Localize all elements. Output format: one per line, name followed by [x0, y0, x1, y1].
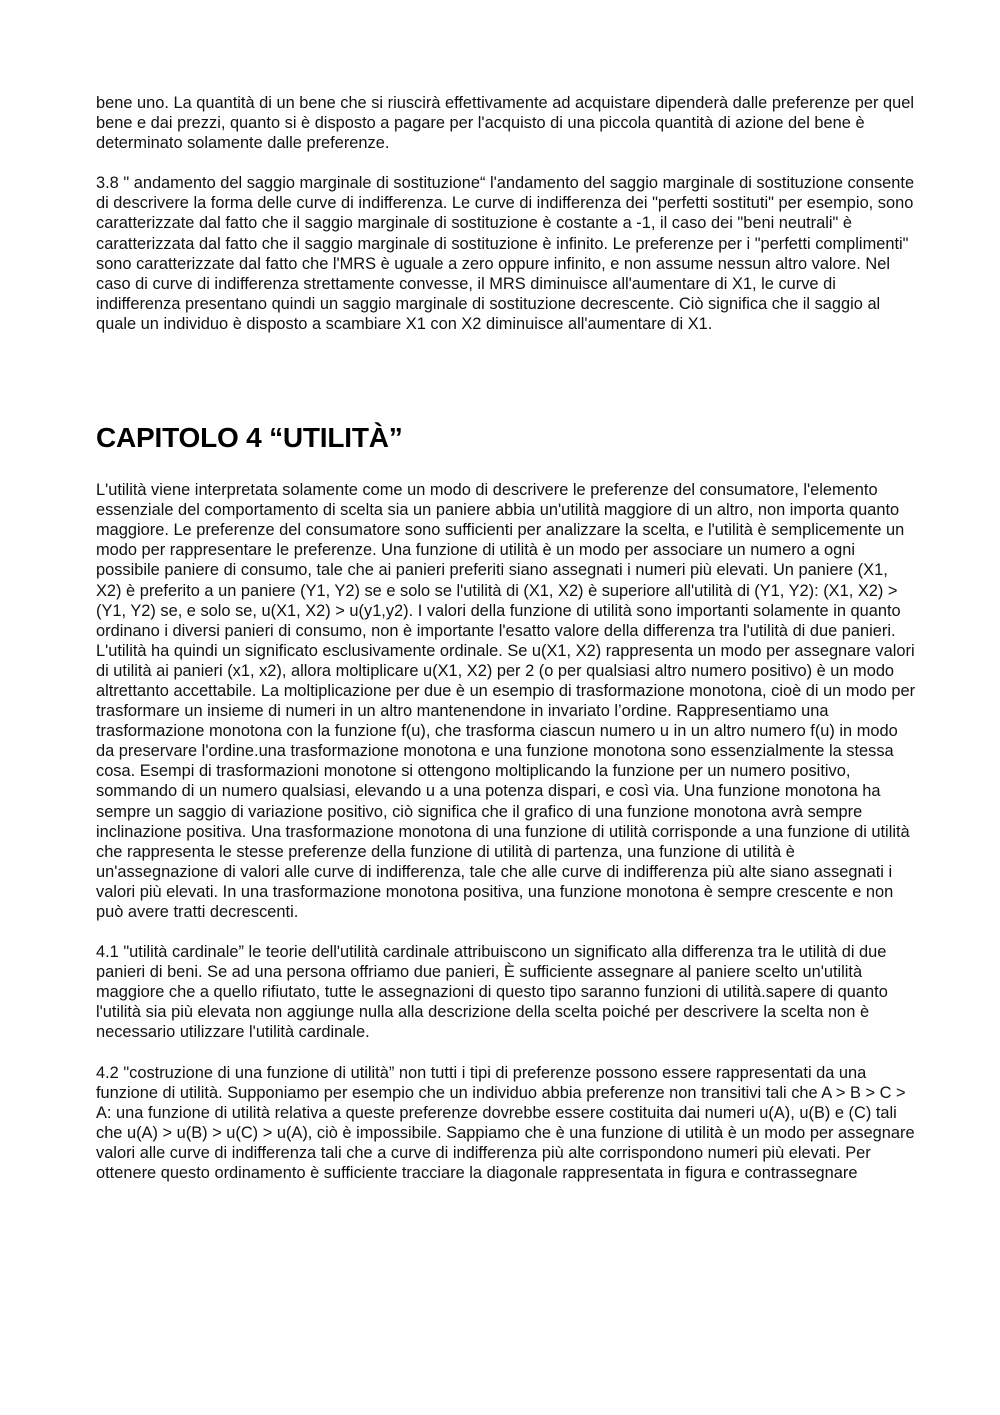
paragraph-utilita-intro: L'utilità viene interpretata solamente come un modo di descrivere le preferenze del consumatore, l'elemento essenziale del comportamento di scelta sia un paniere abbia un'utilità maggiore di un altro, non importa quanto maggiore. Le preferenze del consumatore sono sufficienti per analizzare la scelta, e l'utilità è semplicemente un modo per rappresentare le preferenze. Una funzione di utilità è un modo per associare un numero a ogni possibile paniere di consumo, tale che ai panieri preferiti siano assegnati i numeri più elevati. Un paniere (X1, X2) è preferito a un paniere (Y1, Y2) se e solo se l'utilità di (X1, X2) è superiore all'utilità di (Y1, Y2): (X1, X2) > (Y1, Y2) se, e solo se, u(X1, X2) > u(y1,y2). I valori della funzione di utilità sono importanti solamente in quanto ordinano i diversi panieri di consumo, non è importante l'esatto valore della differenza tra l'utilità di due panieri. L'utilità ha quindi un significato esclusivamente ordinale. Se u(X1, X2) rappresenta un modo per assegnare valori di utilità ai panieri (x1, x2), allora moltiplicare u(X1, X2) per 2 (o per qualsiasi altro numero positivo) è un modo altrettanto accettabile. La moltiplicazione per due è un esempio di trasformazione monotona, cioè di un modo per trasformare un insieme di numeri in un altro mantenendone in invariato l’ordine. Rappresentiamo una trasformazione monotona con la funzione f(u), che trasforma ciascun numero u in un altro numero f(u) in modo da preservare l'ordine.una trasformazione monotona e una funzione monotona sono essenzialmente la stessa cosa. Esempi di trasformazioni monotone si ottengono moltiplicando la funzione per un numero positivo, sommando di un numero qualsiasi, elevando u a una potenza dispari, e così via. Una funzione monotona ha sempre un saggio di variazione positivo, ciò significa che il grafico di una funzione monotona avrà sempre inclinazione positiva. Una trasformazione monotona di una funzione di utilità corrisponde a una funzione di utilità che rappresenta le stesse preferenze della funzione di utilità di partenza, una funzione di utilità è un'assegnazione di valori alle curve di indifferenza, tale che alle curve di indifferenza più alte siano assegnati i valori più elevati. In una trasformazione monotona positiva, una funzione monotona è sempre crescente e non può avere tratti decrescenti. [96, 481, 916, 921]
paragraph-bene-uno: bene uno. La quantità di un bene che si riuscirà effettivamente ad acquistare dipenderà dalle preferenze per quel bene e dai prezzi, quanto si è disposto a pagare per l'acquisto di una piccola quantità di azione del bene è determinato solamente dalle preferenze. [96, 94, 914, 153]
document-page [96, 93, 916, 1183]
paragraph-section-4-1: 4.1 "utilità cardinale” le teorie dell'utilità cardinale attribuiscono un significato alla differenza tra le utilità di due panieri di beni. Se ad una persona offriamo due panieri, È sufficiente assegnare al paniere scelto un'utilità maggiore che a quello rifiutato, tutte le assegnazioni di questo tipo saranno funzioni di utilità.sapere di quanto l'utilità sia più elevata non aggiunge nulla alla descrizione della scelta poiché per descrivere la scelta non è necessario utilizzare l'utilità cardinale. [96, 943, 888, 1042]
paragraph-section-3-8: 3.8 " andamento del saggio marginale di sostituzione“ l'andamento del saggio marginale di sostituzione consente di descrivere la forma delle curve di indifferenza. Le curve di indifferenza dei "perfetti sostituti" per esempio, sono caratterizzate dal fatto che il saggio marginale di sostituzione è costante a -1, il caso dei "beni neutrali" è caratterizzata dal fatto che il saggio marginale di sostituzione è infinito. Le preferenze per i "perfetti complimenti" sono caratterizzate dal fatto che l'MRS è uguale a zero oppure infinito, e non assume nessun altro valore. Nel caso di curve di indifferenza strettamente convesse, il MRS diminuisce all'aumentare di X1, le curve di indifferenza presentano quindi un saggio marginale di sostituzione decrescente. Ciò significa che il saggio al quale un individuo è disposto a scambiare X1 con X2 diminuisce all'aumentare di X1. [96, 174, 915, 333]
chapter-title: CAPITOLO 4 “UTILITÀ” [96, 422, 403, 454]
paragraph-section-4-2: 4.2 "costruzione di una funzione di utilità” non tutti i tipi di preferenze possono essere rappresentati da una funzione di utilità. Supponiamo per esempio che un individuo abbia preferenze non transitivi tali che A > B > C > A: una funzione di utilità relativa a queste preferenze dovrebbe essere costituita dai numeri u(A), u(B) e (C) tali che u(A) > u(B) > u(C) > u(A), ciò è impossibile. Sappiamo che è una funzione di utilità è un modo per assegnare valori alle curve di indifferenza tali che a curve di indifferenza più alte corrispondono numeri più elevati. Per ottenere questo ordinamento è sufficiente tracciare la diagonale rappresentata in figura e contrassegnare [96, 1063, 915, 1183]
